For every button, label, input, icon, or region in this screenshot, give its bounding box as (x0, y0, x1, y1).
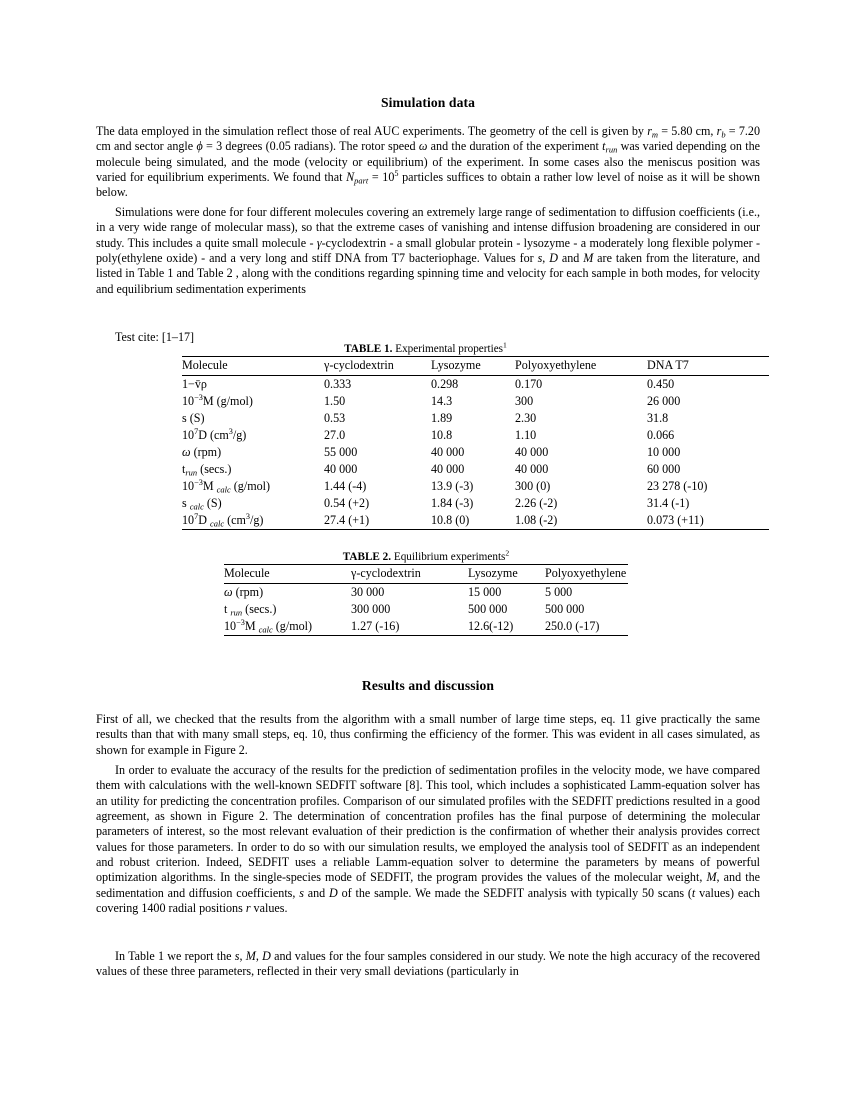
table-1-cell-7-3: 31.4 (-1) (647, 496, 690, 510)
p6-seg-b: , (239, 949, 246, 963)
table-1-row-label-0: 1−v̄ρ (182, 377, 207, 391)
table-1-col-header-0: Molecule (182, 358, 228, 372)
p6-seg-d: and values for the four samples considered in our study. We note the high accuracy of the recovered values of these three parameters, reflected in their very small deviations (particularly in (96, 949, 761, 979)
table-2-cell-1-2: 500 000 (545, 602, 585, 616)
table-1-cell-2-0: 0.53 (324, 411, 346, 425)
table-1-cell-6-1: 13.9 (-3) (431, 479, 474, 493)
table-2-caption (224, 548, 628, 563)
p5-seg-d: of the sample. We made the SEDFIT analysis with typically 50 scans ( (337, 885, 692, 900)
table-1-caption-superscript: 1 (503, 340, 507, 350)
table-1-caption-text: Experimental properties (392, 343, 504, 355)
table-row (182, 427, 769, 444)
table-1-row-label-6: $10^{-3}M$ calc (g/mol) (182, 477, 271, 495)
table-1-cell-8-0: 27.4 (+1) (324, 513, 370, 527)
p2-var-M: M (583, 251, 594, 266)
table-2-cell-0-0: 30 000 (351, 585, 385, 599)
table-2-cell-2-1: 12.6(-12) (468, 619, 514, 633)
p1-var-npart-sub: part (354, 175, 369, 186)
p6-var-s: s (234, 949, 240, 963)
paragraph-table1report-wrap (96, 949, 760, 980)
table-1-cell-5-1: 40 000 (431, 462, 465, 476)
p5-seg-c: and (303, 885, 330, 900)
p1-seg-c: = 7.20 cm and sector angle (96, 124, 760, 154)
table-1-caption-label: TABLE 1. (344, 343, 393, 355)
table-1-cell-3-0: 27.0 (324, 428, 346, 442)
table-2-cell-1-1: 500 000 (468, 602, 508, 616)
table-2-cell-2-0: 1.27 (-16) (351, 619, 400, 633)
table-row (182, 393, 769, 410)
table-row (224, 584, 628, 602)
table-1-col-header-2: Lysozyme (431, 358, 481, 372)
table-row (182, 461, 769, 478)
table-1-cell-8-3: 0.073 (+11) (647, 513, 704, 527)
p1-var-npart: N (346, 170, 355, 185)
table-1-cell-8-1: 10.8 (0) (431, 513, 470, 527)
table-1-cell-1-1: 14.3 (431, 394, 453, 408)
table-1-cell-0-3: 0.450 (647, 377, 675, 391)
table-2 (224, 564, 628, 636)
table-1-cell-1-2: 300 (515, 394, 534, 408)
table-row (182, 495, 769, 512)
section-heading-results-wrap (96, 678, 760, 711)
table-1-cell-2-3: 31.8 (647, 411, 669, 425)
table-1-cell-6-0: 1.44 (-4) (324, 479, 367, 493)
table-2-body (224, 584, 628, 636)
paragraph-table1report (96, 949, 760, 980)
table-2-cell-1-0: 300 000 (351, 602, 391, 616)
p2-seg-e: are taken from the literature, and listed in Table 1 and Table 2 , along with the conditions regarding spinning time and velocity for each sample in both modes, for velocity and equilibrium sedimentation experiments (96, 251, 760, 296)
p1-seg-e: and the duration of the experiment (427, 139, 603, 154)
table-2-caption-label: TABLE 2. (342, 551, 392, 563)
p1-var-rm: r (647, 124, 652, 138)
table-1-cell-2-1: 1.89 (431, 411, 453, 425)
p5-var-M: M (706, 870, 717, 885)
paragraph-sedfit-wrap (96, 763, 760, 916)
paragraph-intro (96, 124, 760, 201)
table-1-row-label-8: $10^7D$ calc $(cm^3/g)$ (182, 511, 264, 529)
p5-var-r: r (245, 901, 251, 916)
p1-var-rm-sub: m (651, 129, 659, 140)
table-2-caption-superscript: 2 (505, 548, 510, 558)
p5-seg-f: values. (250, 901, 288, 916)
p1-var-trun-sub: run (605, 144, 618, 155)
table-1-body (182, 376, 769, 530)
section-heading-simulation-data-wrap (96, 95, 760, 124)
p1-seg-h: particles suffices to obtain a rather low level of noise as it will be shown below. (96, 170, 761, 200)
paragraph-sedfit (96, 763, 760, 916)
p5-var-s: s (299, 885, 304, 900)
table-2-cell-0-2: 5 000 (545, 585, 573, 599)
p2-seg-c: , (542, 251, 550, 266)
p1-sym-phi: ϕ (196, 139, 203, 154)
table-2-cell-2-2: 250.0 (-17) (545, 619, 600, 633)
table-1-cell-0-2: 0.170 (515, 377, 543, 391)
p5-seg-b: , and the sedimentation and diffusion coefficients, (96, 870, 760, 900)
p1-seg-a: The data employed in the simulation reflect those of real AUC experiments. The geometry of the cell is given by (96, 124, 648, 138)
p1-sym-omega: ω (418, 139, 428, 154)
table-1-cell-5-2: 40 000 (515, 462, 549, 476)
table-2-row-label-1: t run (secs.) (224, 602, 277, 618)
table-1-cell-8-2: 1.08 (-2) (515, 513, 558, 527)
table-1-cell-6-2: 300 (0) (515, 479, 551, 493)
paragraph-molecules-wrap (96, 205, 760, 297)
p1-exp-5: 5 (394, 169, 399, 178)
table-1-cell-5-3: 60 000 (647, 462, 681, 476)
table-1-cell-2-2: 2.30 (515, 411, 537, 425)
table-1-cell-1-3: 26 000 (647, 394, 681, 408)
p1-seg-d: = 3 degrees (0.05 radians). The rotor speed (202, 139, 419, 154)
table-2-col-header-3: Polyoxyethylene (545, 566, 627, 580)
paragraph-molecules (96, 205, 760, 297)
table-1-cell-5-0: 40 000 (324, 462, 358, 476)
table-2-caption-text: Equilibrium experiments (391, 551, 506, 563)
table-1-cell-7-1: 1.84 (-3) (431, 496, 474, 510)
p6-seg-c: , (255, 949, 263, 963)
table-1-row-label-5: trun (secs.) (182, 462, 232, 478)
p5-seg-e: values) each covering 1400 radial positions (96, 885, 760, 916)
table-1-row-label-2: s (S) (182, 411, 205, 425)
table-1-row-label-4: ω (rpm) (182, 445, 222, 459)
table-1-cell-1-0: 1.50 (324, 394, 346, 408)
table-1-row-label-1: $10^{-3}M$ (g/mol) (182, 392, 253, 408)
table-1-cell-4-0: 55 000 (324, 445, 358, 459)
paragraph-firstofall: First of all, we checked that the results from the algorithm with a small number of large time steps, eq. 11 give practically the same results than that with many small steps, eq. 10, thus confirming the efficiency of the former. This was evident in all cases simulated, as shown for example in Figure 2. (96, 712, 760, 757)
table-1-col-header-3: Polyoxyethylene (515, 358, 597, 372)
table-row (182, 410, 769, 427)
table-2-col-header-0: Molecule (224, 566, 270, 580)
table-2-col-header-2: Lysozyme (468, 566, 518, 580)
table-2-block (224, 548, 628, 636)
table-2-header-row (224, 565, 628, 584)
table-row (182, 376, 769, 394)
p6-var-M: M (245, 949, 256, 963)
table-1-cell-0-0: 0.333 (324, 377, 352, 391)
paragraph-intro-wrap (96, 124, 760, 201)
page-title: Simulation data (380, 95, 476, 110)
table-2-row-label-0: ω (rpm) (224, 585, 264, 599)
p5-seg-a: In order to evaluate the accuracy of the results for the prediction of sedimentation profiles in the velocity mode, we have compared them with calculations with the well-known SEDFIT software [8]. This tool, which includes a sophisticated Lamm-equation solver has an utility for predicting the concentration profiles. Comparison of our simulated profiles with the SEDFIT predictions resulted in a good agreement, as shown in Figure 2. The determination of concentration profiles has the final purpose of determining the molecular parameters of interest, so the most relevant evaluation of their prediction is the confirmation of whether their analysis provides correct values for those parameters. In order to do so with our simulation results, we employed the analysis tool of SEDFIT as an independent and robust criterion. Indeed, SEDFIT uses a reliable Lamm-equation solver to determine the parameters by means of powerful optimization algorithms. In the single-species mode of SEDFIT, the program provides the values of the molecular weight, (96, 763, 760, 885)
p1-seg-f: was varied depending on the molecule being simulated, and the mode (velocity or equilibrium) of the experiment. In some cases also the meniscus position was varied for equilibrium experiments. We found that (96, 139, 760, 185)
table-1-block (182, 340, 708, 530)
p2-seg-d: and (557, 251, 584, 266)
p1-var-rb-sub: b (721, 129, 726, 140)
p1-var-rb: r (716, 124, 722, 138)
table-1-row-label-3: $10^7D$ $(cm^3/g)$ (182, 426, 247, 442)
p2-var-s: s (537, 251, 543, 266)
table-1-cell-3-3: 0.066 (647, 428, 675, 442)
table-row (224, 601, 628, 618)
p1-seg-b: = 5.80 cm, (658, 124, 717, 138)
table-1-header-row (182, 357, 769, 376)
table-1-cell-0-1: 0.298 (431, 377, 459, 391)
p1-seg-g: = 10 (368, 170, 395, 185)
table-1-col-header-4: DNA T7 (647, 358, 689, 372)
p2-sym-gamma: γ (316, 235, 322, 250)
p2-var-D: D (549, 251, 558, 266)
p6-seg-a: In Table 1 we report the (115, 949, 235, 963)
table-2-row-label-2: $10^{-3}M$ calc (g/mol) (224, 617, 313, 635)
table-1-cell-4-3: 10 000 (647, 445, 681, 459)
table-1-col-header-1: γ-cyclodextrin (324, 358, 394, 372)
table-row (182, 512, 769, 530)
p1-var-trun: t (602, 139, 606, 154)
table-1-cell-7-0: 0.54 (+2) (324, 496, 370, 510)
table-1-cell-3-1: 10.8 (431, 428, 453, 442)
section-heading-results: Results and discussion (361, 678, 495, 693)
p5-var-t: t (691, 885, 696, 900)
paragraph-testcite: Test cite: [1–17] (115, 330, 195, 344)
table-2-cell-0-1: 15 000 (468, 585, 502, 599)
table-1-cell-4-1: 40 000 (431, 445, 465, 459)
table-1-cell-6-3: 23 278 (-10) (647, 479, 708, 493)
paragraph-firstofall-wrap (96, 712, 760, 758)
table-1-cell-3-2: 1.10 (515, 428, 537, 442)
p6-var-D: D (262, 949, 271, 963)
p5-var-D: D (329, 885, 338, 900)
table-row (182, 444, 769, 461)
table-1-row-label-7: s calc (S) (182, 496, 222, 512)
p2-seg-a: Simulations were done for four different molecules covering an extremely large range of sedimentation to diffusion coefficients (i.e., in a very wide range of molecular mass), so that the extreme cases of vanishing and intense diffusion broadening are considered in our study. This includes a quite small molecule - (96, 205, 760, 250)
table-row (224, 618, 628, 636)
table-1-cell-7-2: 2.26 (-2) (515, 496, 558, 510)
table-2-col-header-1: γ-cyclodextrin (351, 566, 421, 580)
table-row (182, 478, 769, 495)
p2-seg-b: -cyclodextrin - a small globular protein - lysozyme - a moderately long flexible polymer - poly(ethylene oxide) - and a very long and stiff DNA from T7 bacteriophage. Values for (96, 235, 760, 266)
table-1-cell-4-2: 40 000 (515, 445, 549, 459)
table-1 (182, 356, 769, 530)
table-1-caption (182, 340, 669, 355)
